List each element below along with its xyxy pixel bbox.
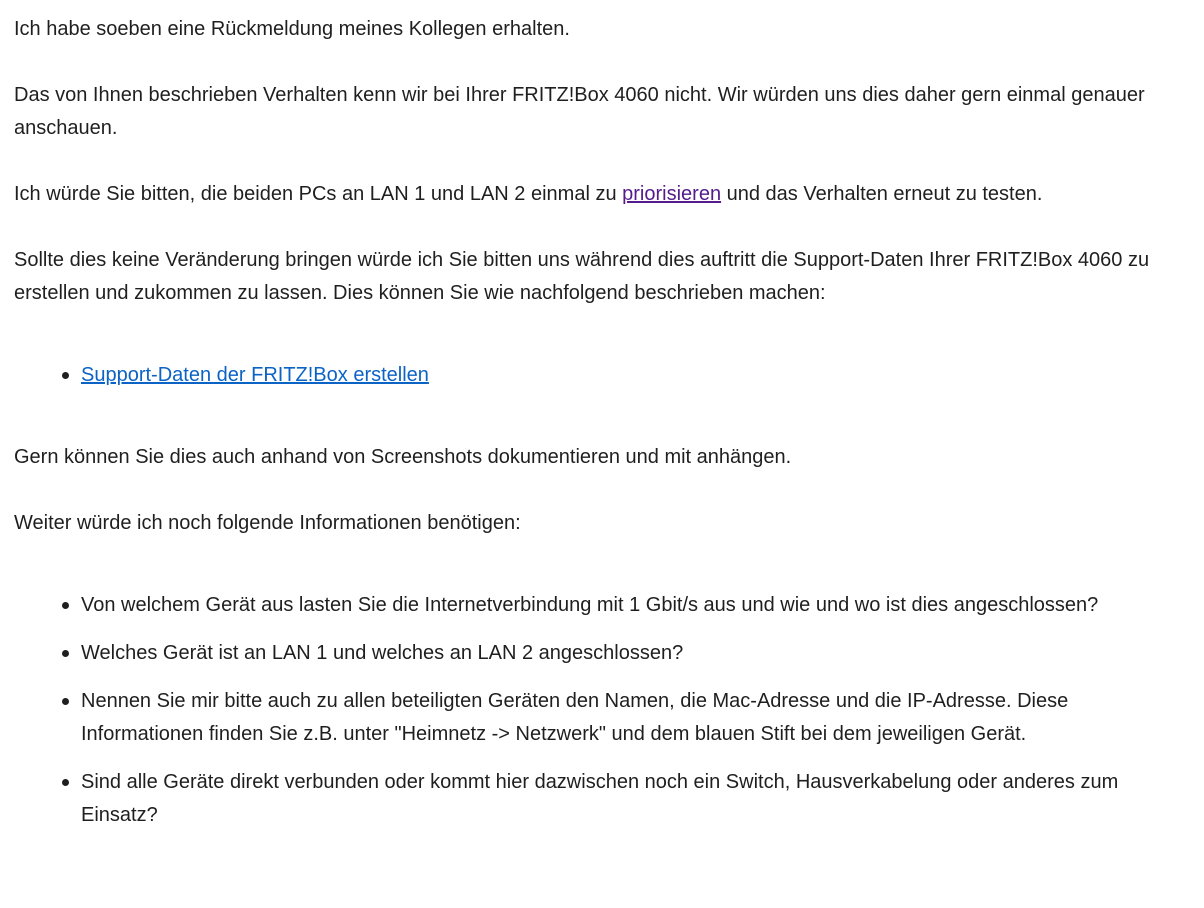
paragraph-feedback: Ich habe soeben eine Rückmeldung meines Kollegen erhalten.: [14, 18, 570, 40]
paragraph-prioritize-text-before: Ich würde Sie bitten, die beiden PCs an LAN 1 und LAN 2 einmal zu: [14, 183, 623, 205]
questions-list: [14, 589, 1190, 832]
list-item: Sind alle Geräte direkt verbunden oder kommt hier dazwischen noch ein Switch, Hausverkabelung oder anderes zum Einsatz?: [81, 766, 1190, 832]
paragraph-prioritize: [14, 178, 1190, 211]
paragraph-behavior: Das von Ihnen beschrieben Verhalten kenn wir bei Ihrer FRITZ!Box 4060 nicht. Wir würden uns dies daher gern einmal genauer anschauen.: [14, 84, 1145, 139]
paragraph-prioritize-text-after: und das Verhalten erneut zu testen.: [721, 183, 1043, 205]
list-item: Welches Gerät ist an LAN 1 und welches an LAN 2 angeschlossen?: [81, 637, 1190, 670]
paragraph-support-data: Sollte dies keine Veränderung bringen würde ich Sie bitten uns während dies auftritt die Support-Daten Ihrer FRITZ!Box 4060 zu erstellen und zukommen zu lassen. Dies können Sie wie nachfolgend beschrieben machen:: [14, 249, 1150, 304]
list-item: [81, 359, 1190, 392]
paragraph-screenshots: Gern können Sie dies auch anhand von Screenshots dokumentieren und mit anhängen.: [14, 446, 792, 468]
list-item: Nennen Sie mir bitte auch zu allen beteiligten Geräten den Namen, die Mac-Adresse und die IP-Adresse. Diese Informationen finden Sie z.B. unter "Heimnetz -> Netzwerk" und dem blauen Stift bei dem jeweiligen Gerät.: [81, 685, 1190, 751]
priorisieren-link[interactable]: priorisieren: [622, 183, 722, 205]
list-item: Von welchem Gerät aus lasten Sie die Internetverbindung mit 1 Gbit/s aus und wie und wo ist dies angeschlossen?: [81, 589, 1190, 622]
support-link-list: [14, 359, 1190, 392]
support-data-link[interactable]: Support-Daten der FRITZ!Box erstellen: [81, 364, 429, 386]
paragraph-more-info: Weiter würde ich noch folgende Informationen benötigen:: [14, 512, 521, 534]
